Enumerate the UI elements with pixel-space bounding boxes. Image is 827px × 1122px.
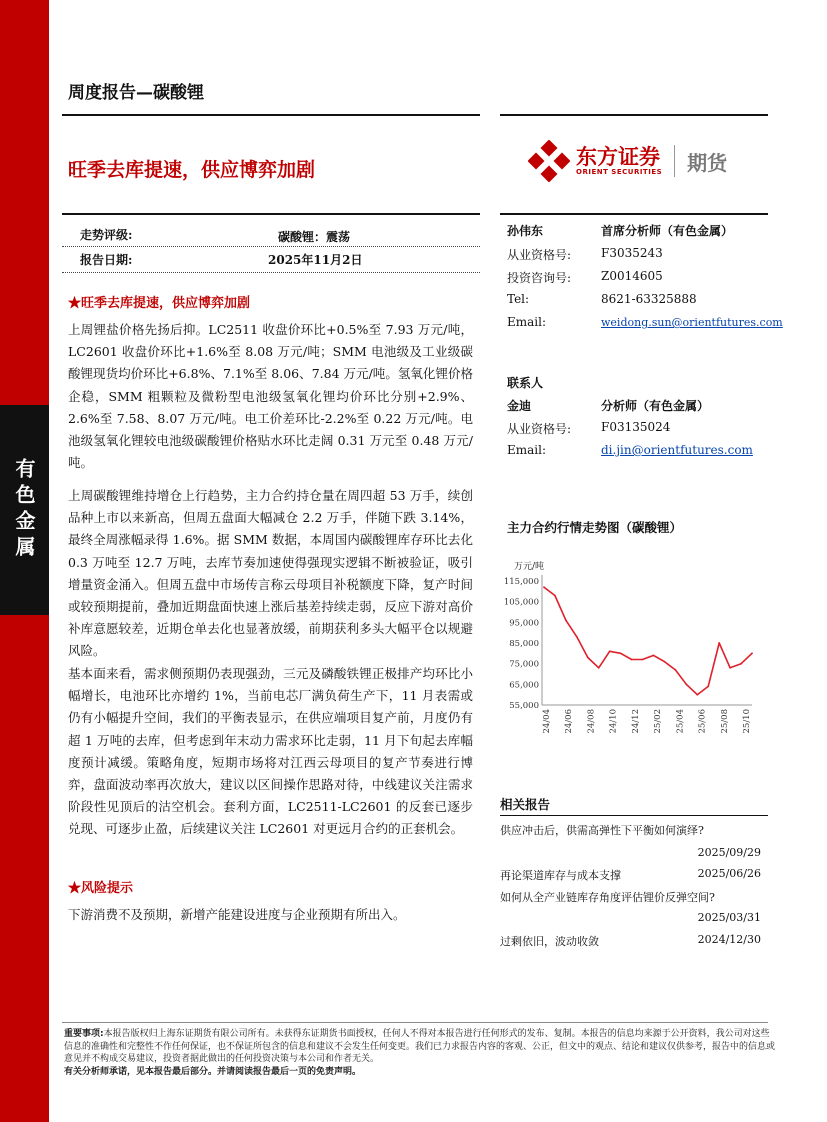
- related-rule: [500, 815, 768, 816]
- logo-divider: [674, 145, 675, 177]
- related-report-date: 2025/06/26: [697, 867, 761, 880]
- analyst-row-label: Email:: [507, 315, 547, 329]
- data-point: [598, 667, 600, 669]
- page-title: 旺季去库提速，供应博弈加剧: [68, 159, 316, 181]
- header-rule-left: [62, 114, 480, 116]
- y-tick-label: 85,000: [509, 639, 539, 649]
- x-tick-label: 24/04: [542, 709, 552, 734]
- x-tick-label: 24/12: [630, 709, 641, 734]
- analyst-row-label: 从业资格号:: [507, 248, 572, 262]
- analyst-row-label: Tel:: [507, 292, 530, 306]
- price-line-chart: [500, 545, 760, 745]
- data-point: [664, 661, 666, 663]
- data-point: [675, 669, 677, 671]
- sector-tab-label: 有色金属: [12, 458, 36, 562]
- analyst-name: 孙伟东: [507, 224, 544, 238]
- analyst-rule: [500, 213, 768, 215]
- data-point: [740, 663, 742, 665]
- analyst-row-value: Z0014605: [601, 269, 663, 283]
- report-type-title: 周度报告—碳酸锂: [68, 83, 204, 103]
- series-line: [544, 587, 752, 695]
- x-tick-label: 25/04: [675, 709, 686, 734]
- analyst-row-value: 8621-63325888: [601, 292, 697, 306]
- summary-paragraph-2: 上周碳酸锂维持增仓上行趋势，主力合约持仓量在周四超 53 万手，续创品种上市以来新高，但周五盘面大幅减仓 2.2 万手，伴随下跌 3.14%，最终全周涨幅录得 1.6%。据 SMM 数据，本周国内碳酸锂库存环比去化 0.3 万吨至 12.7 万吨，去库节奏加速使得强现实逻辑不断被验证，吸引增量资金涌入。但周五盘中市场传言称云母项目补税额度下降，复产时间或较预期提前，叠加近期盘面快速上涨后基差持续走弱，反应下游对高价补库意愿较差，近期仓单去化也显著放缓，前期获利多头大幅平仓以规避风险。: [68, 488, 473, 659]
- contact-name: 金迪: [507, 399, 532, 413]
- contact-row-label: Email:: [507, 443, 547, 457]
- orient-logo: [528, 140, 768, 182]
- data-point: [696, 694, 698, 696]
- y-tick-label: 115,000: [503, 577, 539, 587]
- data-point: [620, 652, 622, 654]
- related-report-title[interactable]: 供应冲击后，供需高弹性下平衡如何演绎?: [500, 824, 704, 837]
- meta-rule-top: [62, 213, 480, 215]
- sector-tab: [0, 405, 49, 615]
- contact-row-label: 从业资格号:: [507, 422, 572, 436]
- related-report-date: 2025/09/29: [697, 846, 761, 859]
- date-label: 报告日期:: [80, 253, 133, 267]
- related-report-title[interactable]: 过剩依旧，波动收敛: [500, 935, 599, 948]
- meta-divider-bottom: [62, 272, 480, 273]
- data-point: [587, 657, 589, 659]
- trend-value: 碳酸锂：震荡: [278, 230, 351, 244]
- analyst-row-label: 投资咨询号:: [507, 271, 572, 285]
- chart-title: 主力合约行情走势图（碳酸锂）: [507, 520, 683, 535]
- x-tick-label: 24/10: [608, 709, 619, 734]
- data-point: [631, 659, 633, 661]
- disclaimer-lead: 重要事项:: [64, 1029, 104, 1039]
- y-tick-label: 75,000: [509, 659, 539, 670]
- x-tick-label: 25/08: [719, 709, 730, 734]
- x-tick-label: 24/08: [586, 709, 597, 734]
- y-tick-label: 95,000: [509, 618, 539, 629]
- x-tick-label: 25/02: [653, 709, 664, 734]
- related-report-date: 2024/12/30: [697, 933, 761, 946]
- related-heading: 相关报告: [500, 797, 551, 812]
- related-report-title[interactable]: 再论渠道库存与成本支撑: [500, 869, 621, 882]
- header-rule-right: [500, 114, 768, 116]
- data-point: [707, 686, 709, 688]
- disclaimer-body: 本报告版权归上海东证期货有限公司所有。未获得东证期货书面授权，任何人不得对本报告进行任何形式的发布、复制。本报告的信息均来源于公开资料，我公司对这些信息的准确性和完整性不作任何保证，也不保证所包含的信息和建议不会发生任何变更。我们已力求报告内容的客观、公正，但文中的观点、结论和建议仅供参考，报告中的信息或意见并不构成交易建议，投资者据此做出的任何投资决策与本公司和作者无关。: [64, 1029, 776, 1064]
- disclaimer-footer: 有关分析师承诺，见本报告最后部分。并请阅读报告最后一页的免责声明。: [64, 1066, 362, 1077]
- related-report-title[interactable]: 如何从全产业链库存角度评估锂价反弹空间?: [500, 891, 715, 904]
- contact-title: 分析师（有色金属）: [601, 399, 710, 413]
- data-point: [718, 642, 720, 644]
- analyst-email-link[interactable]: weidong.sun@orientfutures.com: [601, 316, 783, 329]
- data-point: [751, 652, 753, 654]
- data-point: [653, 655, 655, 657]
- data-point: [543, 586, 545, 588]
- x-tick-label: 25/06: [697, 709, 708, 734]
- contact-heading: 联系人: [507, 376, 544, 390]
- related-report-date: 2025/03/31: [697, 911, 761, 924]
- risk-heading: ★风险提示: [68, 881, 134, 896]
- y-axis-unit-label: 万元/吨: [514, 562, 545, 572]
- x-tick-label: 24/06: [564, 709, 575, 734]
- summary-paragraph-1: 上周锂盐价格先扬后抑。LC2511 收盘价环比+0.5%至 7.93 万元/吨，LC2601 收盘价环比+1.6%至 8.08 万元/吨；SMM 电池级及工业级碳酸锂现货均价环比+6.8%、7.1%至 8.06、7.84 万元/吨。氢氧化锂价格企稳，SMM 粗颗粒及微粉型电池级氢氧化锂均价环比分别+2.9%、2.6%至 7.58、8.07 万元/吨。电工价差环比-2.2%至 0.22 万元/吨。电池级氢氧化锂较电池级碳酸锂价格贴水环比走阔 0.31 万元至 0.48 万元/吨。: [68, 322, 473, 471]
- data-point: [729, 667, 731, 669]
- y-tick-label: 65,000: [509, 680, 539, 691]
- data-point: [576, 636, 578, 638]
- date-value: 2025年11月2日: [268, 253, 363, 267]
- disclaimer: [64, 1028, 776, 1078]
- summary-heading: ★旺季去库提速，供应博弈加剧: [68, 296, 251, 311]
- x-tick-label: 25/10: [742, 709, 752, 734]
- contact-row-value: F03135024: [601, 420, 671, 434]
- logo-division: 期货: [687, 150, 728, 175]
- analyst-row-value: F3035243: [601, 246, 663, 260]
- disclaimer-rule: [62, 1022, 768, 1023]
- contact-email-link[interactable]: di.jin@orientfutures.com: [601, 443, 753, 457]
- y-tick-label: 105,000: [503, 597, 539, 608]
- y-tick-label: 55,000: [509, 701, 539, 711]
- summary-paragraph-3: 基本面来看，需求侧预期仍表现强劲，三元及磷酸铁锂正极排产均环比小幅增长，电池环比亦增约 1%，当前电芯厂满负荷生产下，11 月表需或仍有小幅提升空间，我们的平衡表显示，在供应端项目复产前，月度仍有超 1 万吨的去库，但考虑到年末动力需求环比走弱，11 月下旬起去库幅度预计减缓。策略角度，短期市场将对江西云母项目的复产节奏进行博弈，盘面波动率再次放大，建议以区间操作思路对待，中线建议关注需求阶段性见顶后的沽空机会。套利方面，LC2511-LC2601 的反套已逐步兑现、可逐步止盈，后续建议关注 LC2601 对更远月合约的正套机会。: [68, 666, 473, 837]
- logo-en-text: ORIENT SECURITIES: [576, 168, 663, 176]
- meta-divider: [62, 246, 480, 247]
- data-point: [685, 683, 687, 685]
- data-point: [554, 595, 556, 597]
- risk-text: 下游消费不及预期，新增产能建设进度与企业预期有所出入。: [68, 907, 406, 922]
- data-point: [642, 659, 644, 661]
- data-point: [565, 619, 567, 621]
- analyst-title: 首席分析师（有色金属）: [601, 224, 734, 238]
- orient-logo-icon: [528, 140, 570, 182]
- logo-cn-text: 东方证券: [576, 145, 660, 169]
- trend-label: 走势评级:: [80, 228, 133, 242]
- data-point: [609, 650, 611, 652]
